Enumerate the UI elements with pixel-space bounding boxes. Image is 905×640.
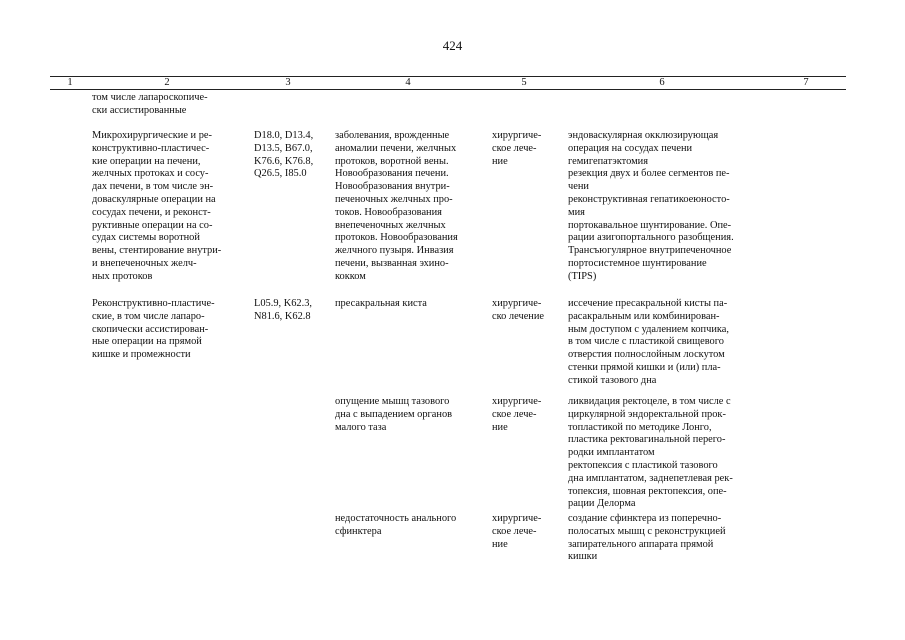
row2-treatment-methods: иссечение пресакральной кисты па- расакральным или комбинирован- ным доступом с удалением копчика, в том числе с пластикой свищевого отверстия полнослойным лоскутом стенки прямой кишки и (или) пла- стикой тазового дна	[568, 298, 730, 386]
column-header-7: 7	[803, 77, 809, 88]
row2-icd-codes: L05.9, K62.3, N81.6, K62.8	[254, 298, 313, 322]
row4-treatment-type: хирургиче- ское лече- ние	[492, 513, 542, 550]
row1-procedure-group: Микрохирургические и ре- конструктивно-пластичес- кие операции на печени, желчных протоках и сосу- дах печени, в том числе эн- доваскулярные операции на сосудах печени, и реконст- руктивные операции на со- судах системы воротной вены, стентирование внутри- и внепеченочных желч- ных протоков	[92, 130, 222, 282]
row3-treatment-type: хирургиче- ское лече- ние	[492, 396, 542, 433]
header-bottom-rule	[50, 89, 846, 90]
row4-diagnosis: недостаточность анального сфинктера	[335, 513, 457, 537]
column-header-3: 3	[285, 77, 291, 88]
row1-treatment-methods: эндоваскулярная окклюзирующая операция на сосудах печени гемигепатэктомия резекция двух и более сегментов пе- чени реконструктивная гепатикоеюносто- мия портокавальное шунтирование. Опе- рации азигопортального разобщения. Трансъюгулярное внутрипеченочное портосистемное шунтирование (TIPS)	[568, 130, 734, 282]
page-number: 424	[442, 38, 463, 53]
column-header-6: 6	[659, 77, 665, 88]
row3-diagnosis: опущение мышц тазового дна с выпадением органов малого таза	[335, 396, 453, 433]
row1-treatment-type: хирургиче- ское лече- ние	[492, 130, 542, 167]
column-header-1: 1	[67, 77, 73, 88]
row2-procedure-group: Реконструктивно-пластиче- ские, в том числе лапаро- скопически ассистирован- ные операции на прямой кишке и промежности	[92, 298, 215, 361]
row1-diagnosis: заболевания, врожденные аномалии печени, желчных протоков, воротной вены. Новообразования печени. Новообразования внутри- печеночных желчных про- токов. Новообразования внепеченочных желчных протоков. Новообразования желчного пузыря. Инвазия печени, вызванная эхино- кокком	[335, 130, 458, 282]
row3-treatment-methods: ликвидация ректоцеле, в том числе с циркулярной эндоректальной прок- топластикой по методике Лонго, пластика ректовагинальной перего- родки имплантатом ректопексия с пластикой тазового дна имплантатом, заднепетлевая рек- топексия, шовная ректопексия, опе- рации Делорма	[568, 396, 733, 510]
row4-treatment-methods: создание сфинктера из поперечно- полосатых мышц с реконструкцией запирательного аппарата прямой кишки	[568, 513, 726, 563]
row2-diagnosis: пресакральная киста	[335, 298, 427, 309]
row1-icd-codes: D18.0, D13.4, D13.5, B67.0, K76.6, K76.8, Q26.5, I85.0	[254, 130, 314, 180]
column-header-2: 2	[164, 77, 170, 88]
row2-treatment-type: хирургиче- ско лечение	[492, 298, 545, 322]
row0-procedure-group: том числе лапароскопиче- ски ассистированные	[92, 92, 208, 116]
column-header-4: 4	[405, 77, 411, 88]
column-header-5: 5	[521, 77, 527, 88]
